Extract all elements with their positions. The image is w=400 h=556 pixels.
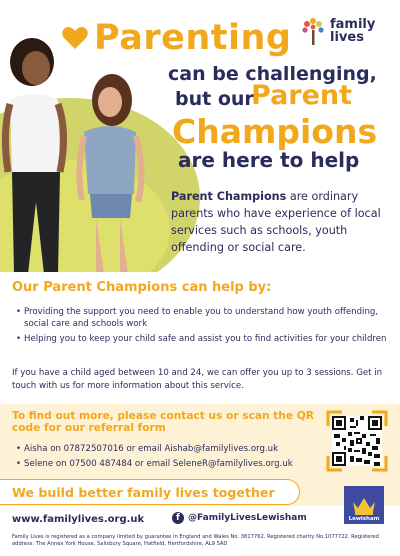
eligibility-note: If you have a child aged between 10 and 24, we can offer you up to 3 sessions. Get in touch with us for more information about this service.: [12, 368, 383, 391]
lewisham-logo: [344, 486, 384, 524]
contact-section: [0, 404, 400, 506]
facebook-icon: f: [172, 512, 184, 524]
headline-parenting: [62, 18, 291, 58]
contact-list: [16, 443, 293, 473]
hero-section: [0, 0, 400, 272]
help-section-title: Our Parent Champions can help by:: [12, 280, 272, 295]
intro-bold: Parent Champions: [171, 190, 287, 203]
qr-code[interactable]: [332, 416, 382, 466]
logo-wordmark: [330, 18, 375, 44]
intro-paragraph: [171, 188, 395, 256]
family-lives-logo: [300, 14, 392, 48]
headline-word-parent: Parent: [251, 80, 353, 111]
logo-word-family: family: [330, 17, 376, 32]
logo-word-lives: lives: [330, 30, 364, 45]
headline-line-challenging: can be challenging,: [168, 63, 377, 85]
help-section: [0, 272, 400, 402]
intro-text: are ordinary parents who have experience of local services such as schools, youth offending or social care.: [171, 190, 381, 254]
contact-item-aisha[interactable]: • Aisha on 07872507016 or email Aishab@familylives.org.uk: [16, 443, 293, 455]
tagline-text: We build better family lives together: [12, 485, 275, 500]
list-item: • Helping you to keep your child safe and assist you to find activities for your children: [16, 333, 388, 345]
social-link[interactable]: [172, 512, 307, 524]
tree-logo-icon: [300, 16, 326, 46]
footer: [0, 506, 400, 556]
list-item: • Providing the support you need to enable you to understand how youth offending, social care and schools work: [16, 306, 388, 330]
headline-line-but-our: but our: [175, 88, 254, 110]
headline-word-champions: Champions: [172, 112, 378, 151]
lewisham-label: Lewisham: [348, 516, 380, 522]
hero-photo-people: [0, 22, 165, 272]
heart-icon: [62, 26, 88, 50]
website-link[interactable]: www.familylives.org.uk: [12, 514, 145, 525]
contact-section-title: To find out more, please contact us or scan the QR code for our referral form: [12, 410, 314, 434]
contact-item-selene[interactable]: • Selene on 07500 487484 or email SeleneR@familylives.org.uk: [16, 458, 293, 470]
crown-icon: [351, 494, 377, 516]
social-handle: @FamilyLivesLewisham: [188, 513, 307, 523]
headline-word-parenting: Parenting: [94, 18, 292, 58]
headline-line-here-to-help: are here to help: [178, 148, 360, 172]
tagline-banner: [0, 479, 300, 505]
legal-text: Family Lives is registered as a company limited by guarantee in England and Wales No. 3817762. Registered charity No.1077722. Registered address: The Annex York House, Salisbury Square, Hatfield, Hertfordshire, AL9 5AD: [12, 534, 379, 547]
help-list: [16, 306, 388, 348]
